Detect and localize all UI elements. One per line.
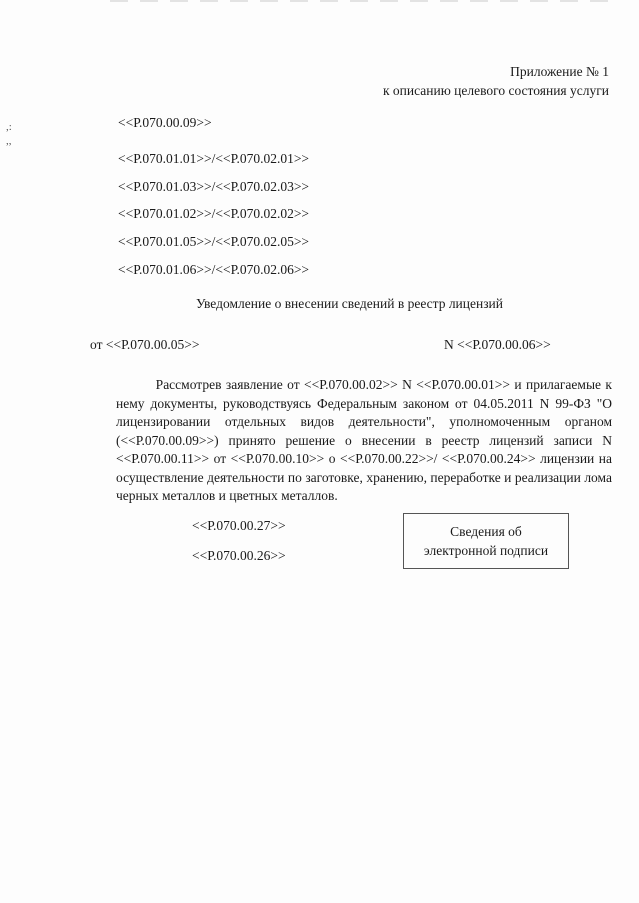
signatory-name: <<Р.070.00.26>> xyxy=(192,548,286,563)
body-paragraph: Рассмотрев заявление от <<Р.070.00.02>> N <<Р.070.00.01>> и прилагаемые к нему документы, руководствуясь Федеральным законом от 04.05.2011 N 99-ФЗ "О лицензировании отдельных видов деятельности", уполномоченным органом (<<Р.070.00.09>>) принято решение о внесении в реестр лицензий записи N <<Р.070.00.11>> от <<Р.070.00.10>> о <<Р.070.00.22>>/ <<Р.070.00.24>> лицензии на осуществление деятельности по заготовке, хранению, переработке и реализации лома черных металлов и цветных металлов. xyxy=(116,377,612,503)
margin-mark: ,, xyxy=(6,135,12,147)
appendix-label xyxy=(383,62,609,100)
signature-box-line: Сведения об xyxy=(450,524,522,539)
appendix-number: Приложение № 1 xyxy=(510,64,609,79)
notice-title: Уведомление о внесении сведений в реестр лицензий xyxy=(195,296,504,311)
scan-artifact-top xyxy=(110,0,610,2)
header-code-line: <<Р.070.01.05>>/<<Р.070.02.05>> xyxy=(118,234,310,249)
signatory-position: <<Р.070.00.27>> xyxy=(192,518,286,533)
signature-box-line: электронной подписи xyxy=(423,543,549,558)
notice-body xyxy=(116,376,612,506)
electronic-signature-box xyxy=(403,513,569,569)
notice-date: от <<Р.070.00.05>> xyxy=(90,337,200,352)
header-code-line: <<Р.070.01.01>>/<<Р.070.02.01>> xyxy=(118,151,310,166)
margin-mark: ,: xyxy=(6,121,12,133)
appendix-description: к описанию целевого состояния услуги xyxy=(382,83,609,98)
header-code-line: <<Р.070.01.02>>/<<Р.070.02.02>> xyxy=(118,206,310,221)
header-code-authority: <<Р.070.00.09>> xyxy=(118,115,212,130)
notice-number: N <<Р.070.00.06>> xyxy=(444,337,551,352)
header-code-line: <<Р.070.01.03>>/<<Р.070.02.03>> xyxy=(118,179,310,194)
header-code-line: <<Р.070.01.06>>/<<Р.070.02.06>> xyxy=(118,262,310,277)
